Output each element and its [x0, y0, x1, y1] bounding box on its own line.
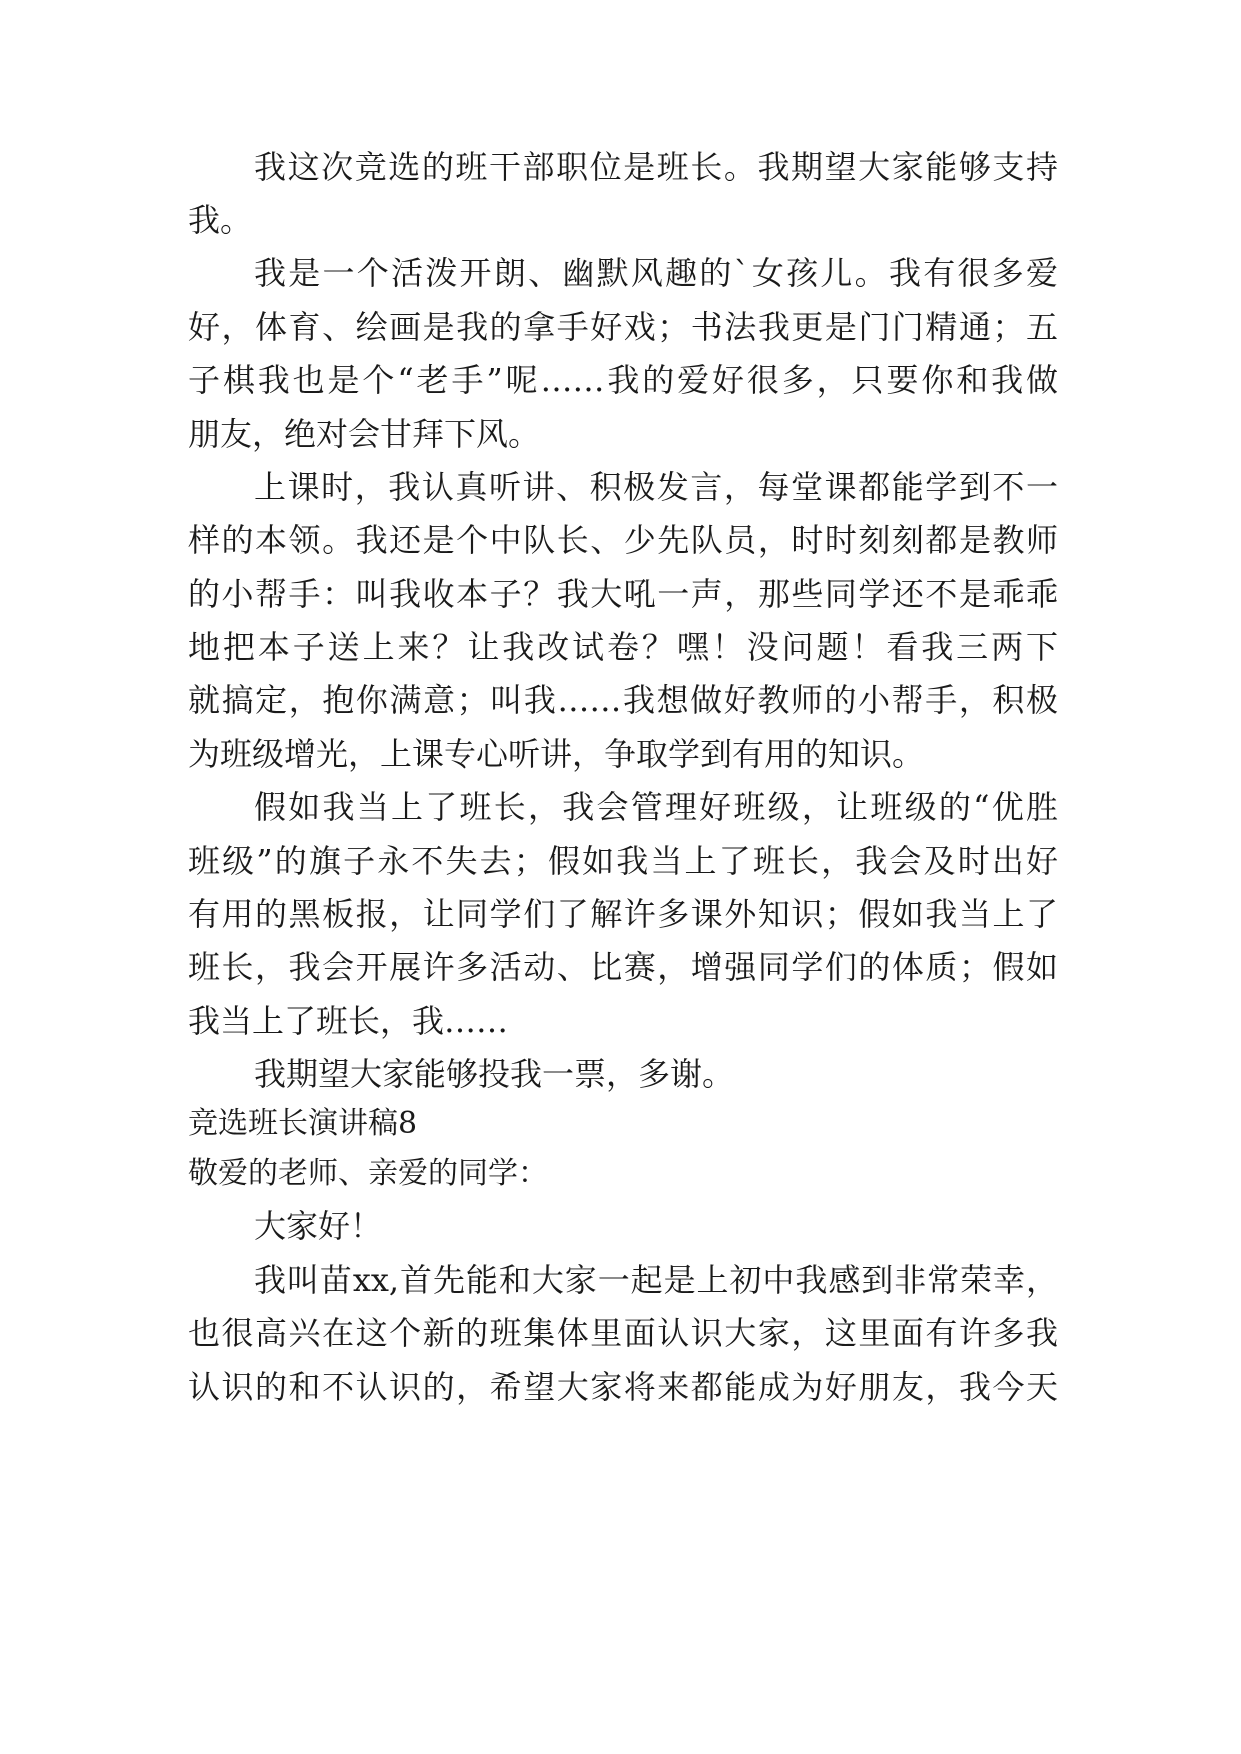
- paragraph-4-line-4: 班长，我会开展许多活动、比赛，增强同学们的体质；假如: [188, 948, 1058, 986]
- paragraph-3-line-5: 就搞定，抱你满意；叫我……我想做好教师的小帮手，积极: [188, 681, 1058, 719]
- paragraph-4-line-1: 假如我当上了班长，我会管理好班级，让班级的“优胜: [254, 788, 1058, 826]
- paragraph-2-line-1: 我是一个活泼开朗、幽默风趣的`女孩儿。我有很多爱: [254, 254, 1058, 292]
- paragraph-4-line-3: 有用的黑板报，让同学们了解许多课外知识；假如我当上了: [188, 895, 1058, 933]
- paragraph-4-line-2: 班级”的旗子永不失去；假如我当上了班长，我会及时出好: [188, 842, 1058, 880]
- paragraph-6-line-3: 认识的和不认识的，希望大家将来都能成为好朋友，我今天: [188, 1368, 1058, 1406]
- paragraph-1-line-1: 我这次竞选的班干部职位是班长。我期望大家能够支持: [254, 148, 1058, 186]
- paragraph-3-line-2: 样的本领。我还是个中队长、少先队员，时时刻刻都是教师: [188, 521, 1058, 559]
- paragraph-2-line-4: 朋友，绝对会甘拜下风。: [188, 415, 541, 453]
- paragraph-6-line-1: 我叫苗xx,首先能和大家一起是上初中我感到非常荣幸，: [254, 1261, 1058, 1299]
- section-heading: 竞选班长演讲稿8: [188, 1106, 418, 1141]
- paragraph-3-line-6: 为班级增光，上课专心听讲，争取学到有用的知识。: [188, 735, 925, 773]
- paragraph-5-line-1: 我期望大家能够投我一票，多谢。: [254, 1055, 735, 1093]
- paragraph-3-line-1: 上课时，我认真听讲、积极发言，每堂课都能学到不一: [254, 468, 1058, 506]
- paragraph-6-line-2: 也很高兴在这个新的班集体里面认识大家，这里面有许多我: [188, 1314, 1058, 1352]
- paragraph-3-line-3: 的小帮手：叫我收本子？我大吼一声，那些同学还不是乖乖: [188, 575, 1058, 613]
- paragraph-1-line-2: 我。: [188, 201, 253, 239]
- paragraph-4-line-5: 我当上了班长，我……: [188, 1002, 509, 1040]
- paragraph-2-line-3: 子棋我也是个“老手”呢……我的爱好很多，只要你和我做: [188, 361, 1058, 399]
- paragraph-3-line-4: 地把本子送上来？让我改试卷？嘿！没问题！看我三两下: [188, 628, 1058, 666]
- salutation: 敬爱的老师、亲爱的同学：: [188, 1156, 548, 1191]
- greeting-line: 大家好！: [254, 1207, 383, 1245]
- paragraph-2-line-2: 好，体育、绘画是我的拿手好戏；书法我更是门门精通；五: [188, 308, 1058, 346]
